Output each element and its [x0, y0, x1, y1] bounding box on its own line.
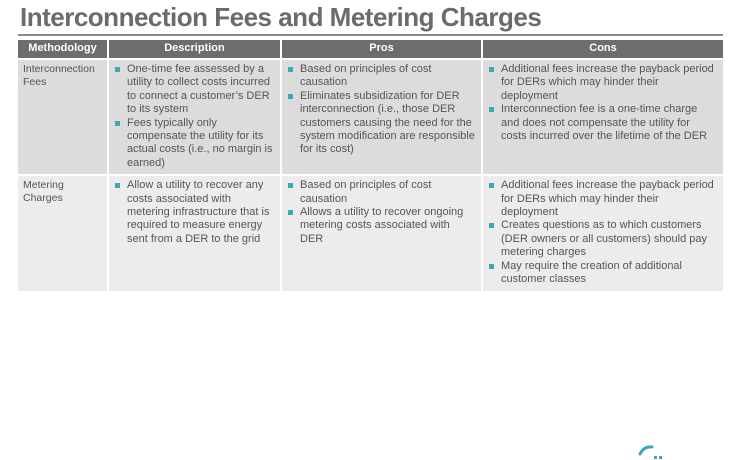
list-item: Fees typically only compensate the utility for its actual costs (i.e., no margin is earned): [114, 117, 275, 171]
list-item: Interconnection fee is a one-time charge and does not compensate the utility for costs incurred over the lifetime of the DER: [488, 103, 718, 143]
description-list: [114, 63, 275, 170]
table-header-row: [18, 40, 723, 59]
description-cell: [108, 59, 281, 175]
list-item: Allows a utility to recover ongoing metering costs associated with DER: [287, 206, 476, 246]
cons-list: [488, 63, 718, 143]
pros-cell: [281, 59, 482, 175]
methodology-cell: Interconnection Fees: [18, 59, 108, 175]
comparison-table: [18, 40, 723, 291]
logo-fragment-icon: [636, 440, 666, 460]
list-item: Eliminates subsidization for DER interconnection (i.e., those DER customers causing the need for the system modification are responsible for its cost): [287, 90, 476, 157]
description-list: [114, 179, 275, 246]
list-item: Additional fees increase the payback period for DERs which may hinder their deployment: [488, 179, 718, 219]
list-item: May require the creation of additional customer classes: [488, 260, 718, 287]
pros-list: [287, 179, 476, 246]
list-item: Based on principles of cost causation: [287, 63, 476, 90]
cons-cell: [482, 175, 723, 290]
list-item: Creates questions as to which customers (DER owners or all customers) should pay metering charges: [488, 219, 718, 259]
header-cons: Cons: [482, 40, 723, 59]
table-row: [18, 59, 723, 175]
methodology-cell: Metering Charges: [18, 175, 108, 290]
description-cell: [108, 175, 281, 290]
slide-title: Interconnection Fees and Metering Charges: [20, 2, 542, 32]
list-item: Based on principles of cost causation: [287, 179, 476, 206]
cons-list: [488, 179, 718, 286]
list-item: One-time fee assessed by a utility to collect costs incurred to connect a customer’s DER to its system: [114, 63, 275, 117]
header-description: Description: [108, 40, 281, 59]
cons-cell: [482, 59, 723, 175]
table-row: [18, 175, 723, 290]
header-methodology: Methodology: [18, 40, 108, 59]
list-item: Allow a utility to recover any costs associated with metering infrastructure that is required to measure energy sent from a DER to the grid: [114, 179, 275, 246]
list-item: Additional fees increase the payback period for DERs which may hinder their deployment: [488, 63, 718, 103]
header-pros: Pros: [281, 40, 482, 59]
pros-cell: [281, 175, 482, 290]
pros-list: [287, 63, 476, 157]
title-divider: [18, 34, 723, 36]
